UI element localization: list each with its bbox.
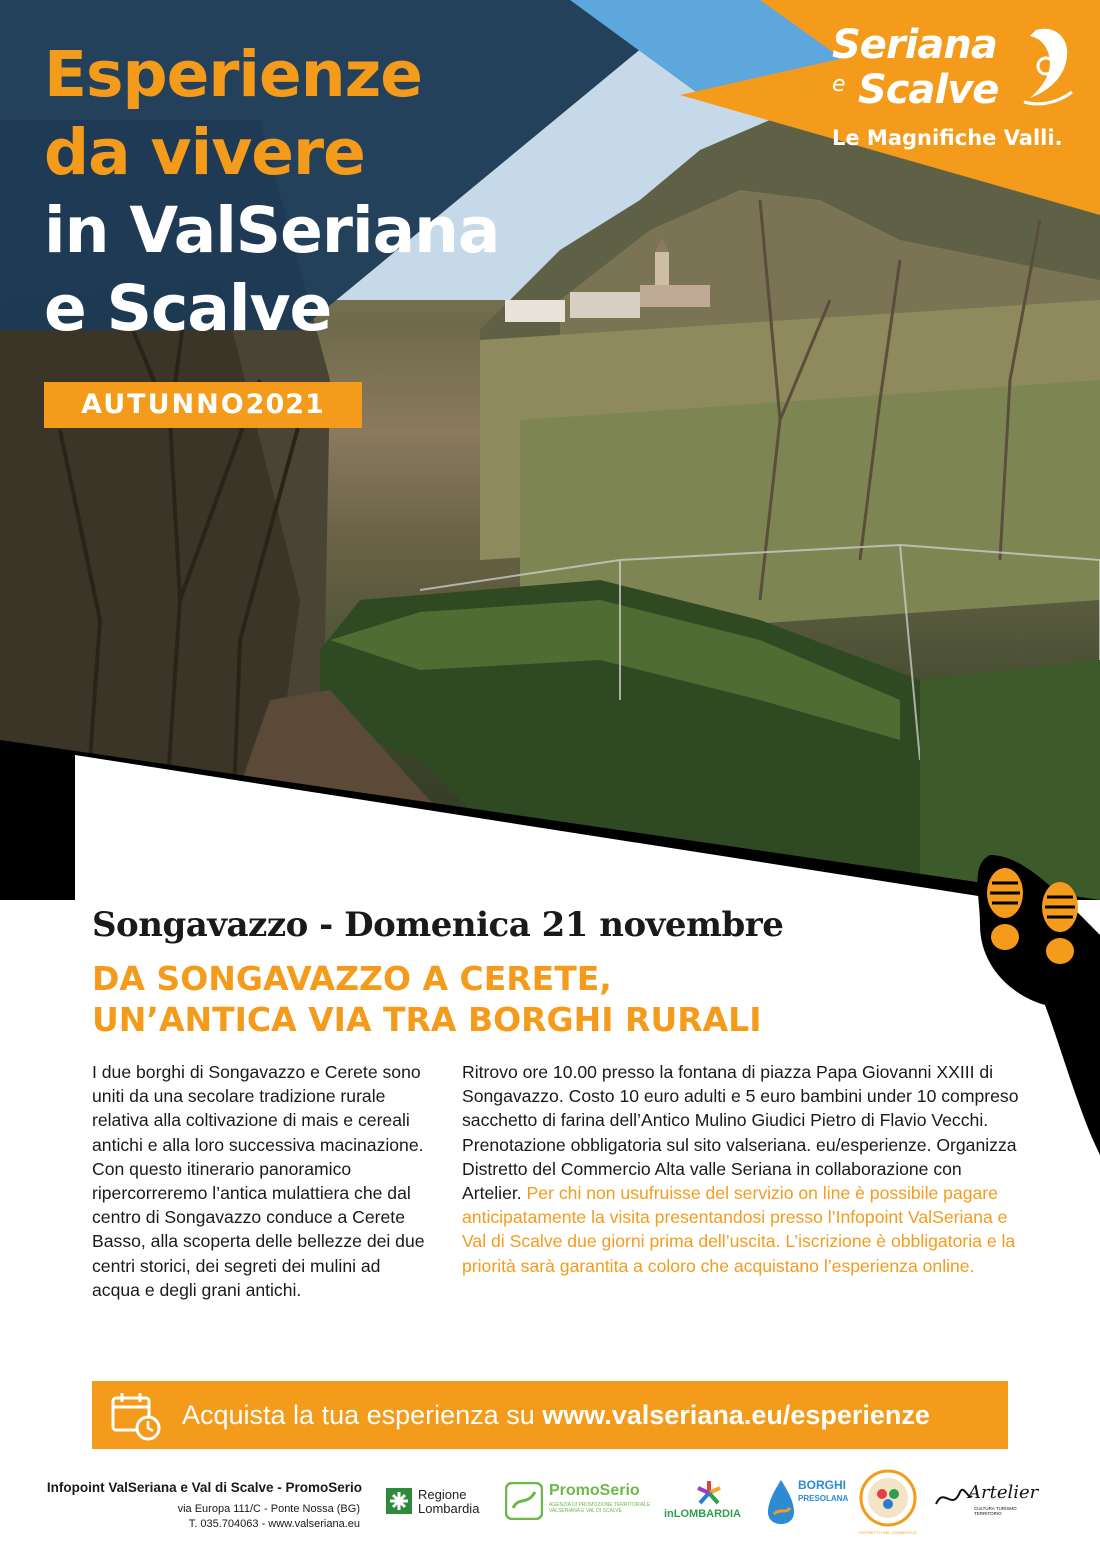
event-description (92, 1060, 432, 1302)
season-badge (44, 382, 362, 428)
headline-line-4: e Scalve (44, 272, 332, 345)
borghi-drop-icon (766, 1478, 796, 1526)
footer-org-name: Infopoint ValSeriana e Val di Scalve - PromoSerio (46, 1480, 362, 1495)
event-details (462, 1060, 1022, 1278)
partner-distretto (858, 1476, 918, 1535)
purchase-banner[interactable] (92, 1381, 1008, 1449)
inlombardia-name: inLOMBARDIA (664, 1508, 741, 1520)
footer-address: via Europa 111/C - Ponte Nossa (BG) (177, 1503, 360, 1515)
regione-lombardia-logo-icon (386, 1488, 412, 1514)
partner-borghi-presolana (766, 1476, 849, 1526)
headline-line-2: da vivere (44, 116, 365, 189)
headline-line-1: Esperienze (44, 38, 422, 111)
details-text: Ritrovo ore 10.00 presso la fontana di piazza Papa Giovanni XXIII di Songavazzo. Costo 10 euro adulti e 5 euro bambini under 10 compreso sacchetto di farina dell’Antico Mulino Giudici Pietro di Flavio Vecchi. Prenotazione obbligatoria sul sito valseriana. eu/esperienze. Organizza Distretto del Commercio Alta valle Seriana in collaborazione con Artelier. (462, 1062, 1019, 1204)
brand-logo (828, 22, 1088, 162)
distretto-seal-icon (858, 1468, 918, 1528)
promoserio-subtitle: AGENZIA DI PROMOZIONE TERRITORIALE VALSERIANA E VAL DI SCALVE (549, 1502, 651, 1514)
promoserio-logo-icon (505, 1482, 543, 1520)
season-year: 2021 (245, 389, 325, 420)
promoserio-name: PromoSerio (549, 1482, 640, 1499)
brand-conjunction: e (832, 72, 846, 97)
event-title-line-1: DA SONGAVAZZO A CERETE, (92, 959, 612, 998)
footer-organization (22, 1480, 362, 1532)
footer-contact: T. 035.704063 - www.valseriana.eu (188, 1518, 360, 1530)
headline-line-3: in ValSeriana (44, 194, 500, 267)
borghi-text-2: PRESOLANA (798, 1494, 849, 1503)
artelier-subtitle: CULTURA TURISMO TERRITORIO (974, 1506, 1017, 1516)
headline (44, 36, 499, 348)
inlombardia-star-icon (696, 1480, 722, 1506)
distretto-text: DISTRETTO DEL COMMERCIO (859, 1530, 917, 1535)
cta-text: Acquista la tua esperienza su (182, 1400, 543, 1430)
regione-text-2: Lombardia (418, 1501, 480, 1516)
partner-promoserio (505, 1476, 655, 1526)
artelier-name: Artelier (968, 1482, 1039, 1503)
brand-name-bottom: Scalve (858, 67, 999, 113)
details-highlight: Per chi non usufruisse del servizio on line è possibile pagare anticipatamente la visita presentandosi presso l’Infopoint ValSeriana e Val di Scalve due giorni prima dell’uscita. L’iscrizione è obbligatoria e la priorità sarà garantita a coloro che acquistano l’esperienza online. (462, 1183, 1016, 1276)
event-title (92, 958, 762, 1040)
borghi-text-1: BORGHI (798, 1478, 846, 1492)
brand-tagline: Le Magnifiche Valli. (832, 126, 1063, 150)
season-label: AUTUNNO (81, 389, 246, 420)
description-text: I due borghi di Songavazzo e Cerete sono uniti da una secolare tradizione rurale relativa alla coltivazione di mais e cereali antichi e alla loro successiva macinazione. Con questo itinerario panoramico ripercorreremo l’antica mulattiera che dal centro di Songavazzo conduce a Cerete Basso, alla scoperta delle bellezze dei due centri storici, dei segreti dei mulini ad acqua e degli grani antichi. (92, 1062, 425, 1300)
brand-name-top: Seriana (832, 22, 997, 68)
partner-artelier (934, 1476, 1044, 1526)
cta-url-link[interactable]: www.valseriana.eu/esperienze (542, 1400, 930, 1430)
partner-regione-lombardia (386, 1476, 496, 1526)
calendar-clock-icon (110, 1390, 162, 1442)
event-date-line: Songavazzo - Domenica 21 novembre (92, 905, 784, 945)
goat-emblem-icon (1016, 22, 1076, 112)
event-title-line-2: UN’ANTICA VIA TRA BORGHI RURALI (92, 1000, 762, 1039)
partner-inlombardia (664, 1476, 754, 1526)
regione-text-1: Regione (418, 1487, 467, 1502)
